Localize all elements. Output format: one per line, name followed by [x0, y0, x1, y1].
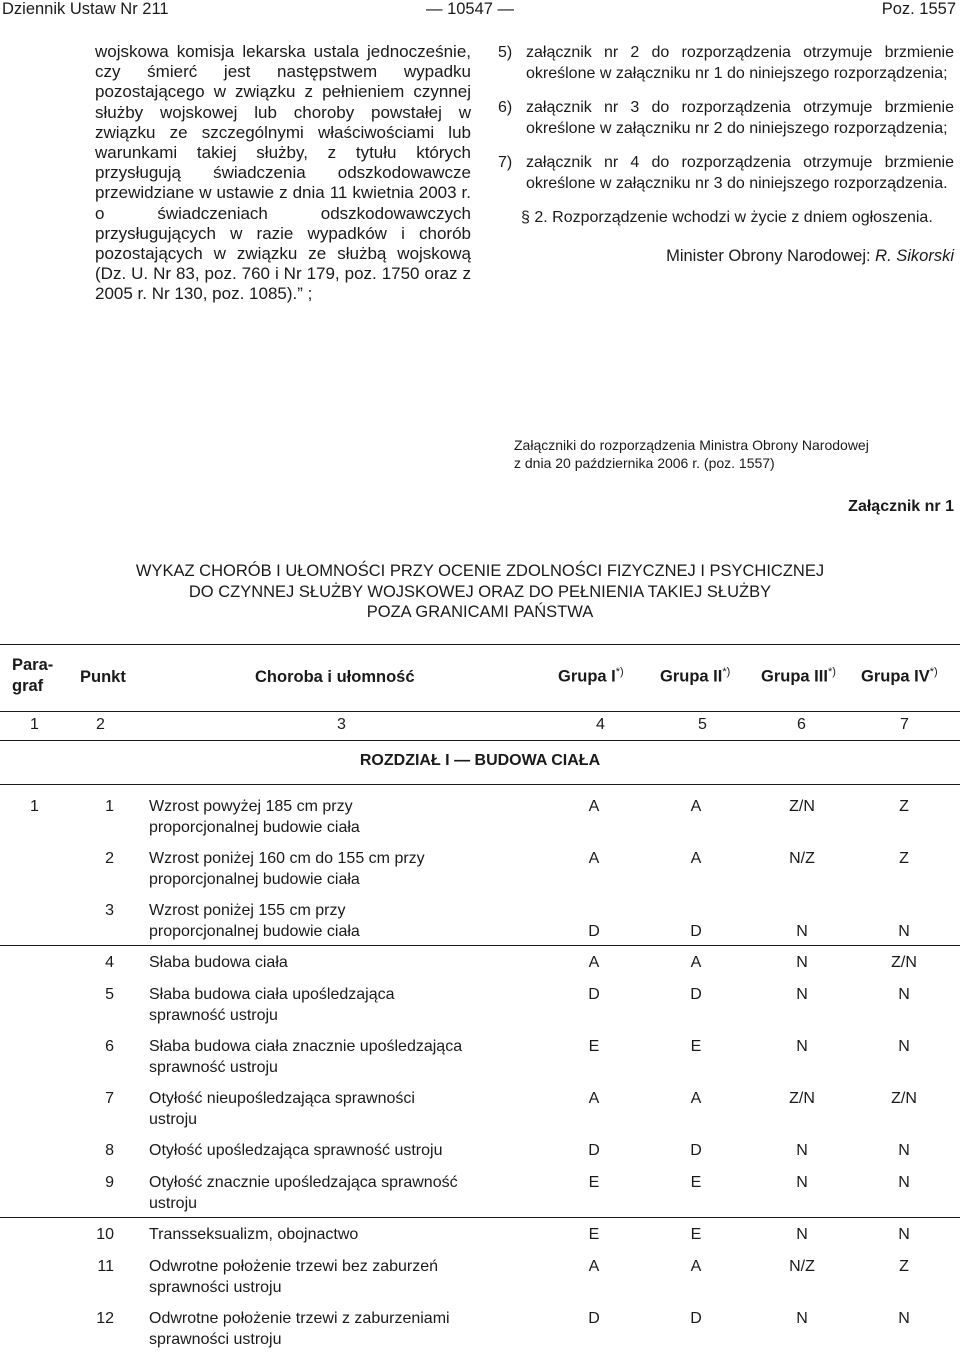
section-rule [0, 784, 960, 785]
cell-grupa-3: N [796, 1174, 808, 1191]
list-item-number: 5) [498, 44, 513, 61]
cell-grupa-1: E [588, 1038, 600, 1055]
cell-disease: Transseksualizm, obojnactwo [149, 1226, 359, 1243]
cell-punkt: 3 [105, 902, 114, 919]
cell-grupa-3: N/Z [789, 1258, 815, 1275]
signature-label: Minister Obrony Narodowej: [666, 246, 876, 265]
cell-grupa-4: Z [899, 798, 909, 815]
cell-grupa-2: D [690, 1310, 702, 1327]
page-header [0, 0, 960, 24]
column-number: 1 [30, 716, 39, 733]
cell-grupa-3: N [796, 1226, 808, 1243]
header-choroba-label: Choroba i ułomność [255, 668, 415, 686]
header-paragraf-line: Para- [12, 656, 54, 674]
header-grupa-2 [660, 666, 730, 687]
cell-grupa-3: N [796, 1310, 808, 1327]
column-number: 7 [900, 716, 909, 733]
cell-grupa-3: N [796, 954, 808, 971]
cell-grupa-1: D [588, 986, 600, 1003]
column-number: 3 [337, 716, 346, 733]
row-separator [0, 945, 960, 946]
cell-punkt: 2 [105, 850, 114, 867]
page-number: — 10547 — [426, 0, 515, 18]
cell-disease: Wzrost poniżej 155 cm przy [149, 902, 346, 919]
cell-disease-cont: ustroju [149, 1194, 198, 1212]
heading-line: POZA GRANICAMI PAŃSTWA [366, 603, 594, 621]
cell-grupa-2: A [690, 1258, 702, 1275]
position-number: Poz. 1557 [881, 0, 956, 18]
list-item [498, 98, 954, 139]
cell-disease: Słaba budowa ciała [149, 954, 288, 971]
cell-grupa-2: E [690, 1174, 702, 1191]
column-number: 2 [96, 716, 105, 733]
cell-grupa-4: N [898, 1174, 910, 1191]
list-item-number: 6) [498, 99, 513, 116]
list-item-text: załącznik nr 4 do rozporządzenia otrzymuje brzmienie określone w załączniku nr 3 do niniejszego rozporządzenia. [526, 154, 954, 192]
cell-grupa-2: A [690, 798, 702, 815]
cell-punkt: 9 [105, 1174, 114, 1191]
cell-punkt: 11 [97, 1258, 114, 1275]
cell-grupa-4: N [898, 1142, 910, 1159]
cell-disease: Słaba budowa ciała upośledzająca [149, 986, 395, 1003]
cell-paragraf: 1 [30, 798, 39, 815]
cell-grupa-2: A [690, 954, 702, 971]
attachment-note-line: z dnia 20 października 2006 r. (poz. 1557) [514, 455, 775, 471]
cell-grupa-2: D [690, 922, 702, 940]
signature-name: R. Sikorski [875, 246, 954, 265]
header-grupa-3 [761, 666, 836, 687]
cell-disease-cont: sprawność ustroju [149, 1058, 278, 1076]
header-punkt [80, 668, 126, 687]
cell-disease: Słaba budowa ciała znacznie upośledzająca [149, 1038, 463, 1055]
cell-punkt: 7 [105, 1090, 114, 1107]
header-grupa-label: Grupa IV [861, 667, 930, 686]
cell-grupa-3: N [796, 1142, 808, 1159]
cell-grupa-2: E [690, 1226, 702, 1243]
heading-line: WYKAZ CHORÓB I UŁOMNOŚCI PRZY OCENIE ZDOLNOŚCI FIZYCZNEJ I PSYCHICZNEJ [135, 562, 825, 580]
cell-grupa-4: N [898, 1226, 910, 1243]
column-number: 6 [797, 716, 806, 733]
cell-grupa-4: N [898, 986, 910, 1003]
cell-grupa-2: A [690, 850, 702, 867]
list-item [498, 43, 954, 84]
cell-disease: Odwrotne położenie trzewi bez zaburzeń [149, 1258, 439, 1275]
cell-grupa-1: E [588, 1174, 600, 1191]
cell-grupa-3: Z/N [789, 1090, 815, 1107]
cell-grupa-1: A [588, 954, 600, 971]
cell-grupa-1: A [588, 1090, 600, 1107]
header-choroba [255, 668, 415, 687]
cell-grupa-4: Z [899, 850, 909, 867]
cell-grupa-3: N [796, 1038, 808, 1055]
cell-disease-cont: sprawność ustroju [149, 1006, 278, 1024]
cell-punkt: 1 [105, 798, 114, 815]
cell-grupa-1: D [588, 1142, 600, 1159]
cell-punkt: 12 [96, 1310, 114, 1327]
cell-grupa-4: Z/N [891, 954, 917, 971]
cell-grupa-1: A [588, 798, 600, 815]
header-punkt-label: Punkt [80, 668, 126, 686]
cell-disease-cont: sprawności ustroju [149, 1330, 282, 1348]
cell-grupa-4: N [898, 922, 910, 940]
cell-disease-cont: ustroju [149, 1110, 198, 1128]
journal-title: Dziennik Ustaw Nr 211 [2, 0, 169, 18]
cell-punkt: 4 [105, 954, 114, 971]
list-item-text: załącznik nr 3 do rozporządzenia otrzymuje brzmienie określone w załączniku nr 2 do niniejszego rozporządzenia; [526, 99, 954, 137]
right-column [498, 43, 954, 266]
header-paragraf-line: graf [12, 677, 44, 695]
cell-punkt: 5 [105, 986, 114, 1003]
header-grupa-label: Grupa II [660, 667, 723, 686]
header-grupa-4 [861, 666, 938, 687]
cell-grupa-2: A [690, 1090, 702, 1107]
list-item-text: załącznik nr 2 do rozporządzenia otrzymuje brzmienie określone w załączniku nr 1 do niniejszego rozporządzenia; [526, 44, 954, 82]
cell-grupa-4: Z/N [891, 1090, 917, 1107]
column-number: 4 [596, 716, 605, 733]
cell-grupa-2: D [690, 986, 702, 1003]
footnote-mark: *) [929, 666, 938, 678]
cell-disease-cont: sprawności ustroju [149, 1278, 282, 1296]
list-item [498, 153, 954, 194]
cell-grupa-1: E [588, 1226, 600, 1243]
header-grupa-label: Grupa III [761, 667, 828, 686]
cell-grupa-3: Z/N [789, 798, 815, 815]
cell-punkt: 6 [105, 1038, 114, 1055]
footnote-mark: *) [722, 666, 731, 678]
cell-grupa-3: N/Z [789, 850, 815, 867]
document-heading [0, 561, 960, 623]
cell-grupa-3: N [796, 986, 808, 1003]
heading-line: DO CZYNNEJ SŁUŻBY WOJSKOWEJ ORAZ DO PEŁNIENIA TAKIEJ SŁUŻBY [188, 582, 772, 601]
header-paragraf [12, 655, 53, 697]
cell-grupa-4: Z [899, 1258, 909, 1275]
cell-grupa-2: E [690, 1038, 702, 1055]
attachment-note-line: Załączniki do rozporządzenia Ministra Obrony Narodowej [514, 437, 869, 453]
column-number: 5 [698, 716, 707, 733]
section-title: ROZDZIAŁ I — BUDOWA CIAŁA [359, 752, 601, 769]
footnote-mark: *) [827, 666, 836, 678]
cell-disease-cont: proporcjonalnej budowie ciała [149, 870, 360, 888]
attachment-note [514, 436, 954, 472]
cell-grupa-1: A [588, 1258, 600, 1275]
cell-punkt: 10 [96, 1226, 114, 1243]
header-grupa-label: Grupa I [558, 667, 616, 686]
row-separator [0, 1217, 960, 1218]
paragraph-2: § 2. Rozporządzenie wchodzi w życie z dniem ogłoszenia. [521, 209, 933, 226]
cell-disease: Wzrost powyżej 185 cm przy [149, 798, 353, 815]
cell-disease: Otyłość znacznie upośledzająca sprawność [149, 1174, 458, 1191]
attachment-title: Załącznik nr 1 [848, 498, 954, 515]
cell-disease: Otyłość nieupośledzająca sprawności [149, 1090, 415, 1107]
cell-grupa-1: A [588, 850, 600, 867]
column-numbers-row [0, 710, 960, 741]
cell-punkt: 8 [105, 1142, 114, 1159]
signature [498, 246, 954, 267]
list-item-number: 7) [498, 154, 513, 171]
cell-grupa-1: D [588, 1310, 600, 1327]
cell-grupa-3: N [796, 922, 808, 940]
cell-grupa-2: D [690, 1142, 702, 1159]
cell-disease: Wzrost poniżej 160 cm do 155 cm przy [149, 850, 425, 867]
cell-grupa-4: N [898, 1310, 910, 1327]
cell-disease-cont: proporcjonalnej budowie ciała [149, 818, 360, 836]
cell-disease: Odwrotne położenie trzewi z zaburzeniami [149, 1310, 450, 1327]
cell-grupa-4: N [898, 1038, 910, 1055]
cell-disease: Otyłość upośledzająca sprawność ustroju [149, 1142, 443, 1159]
header-grupa-1 [558, 666, 624, 687]
cell-grupa-1: D [588, 922, 600, 940]
table-header [0, 644, 960, 712]
cell-disease-cont: proporcjonalnej budowie ciała [149, 922, 360, 940]
left-column-text: wojskowa komisja lekarska ustala jednocześnie, czy śmierć jest następstwem wypadku pozostającego w związku z pełnieniem czynnej służby wojskowej lub choroby powstałej w związku ze szczególnymi właściwościami lub warunkami takiej służby, z tytułu których przysługują świadczenia odszkodowawcze przewidziane w ustawie z dnia 11 kwietnia 2003 r. o świadczeniach odszkodowawczych przysługujących w razie wypadków i chorób pozostających w związku ze służbą wojskową (Dz. U. Nr 83, poz. 760 i Nr 179, poz. 1750 oraz z 2005 r. Nr 130, poz. 1085).” ; [95, 42, 471, 304]
footnote-mark: *) [615, 666, 624, 678]
